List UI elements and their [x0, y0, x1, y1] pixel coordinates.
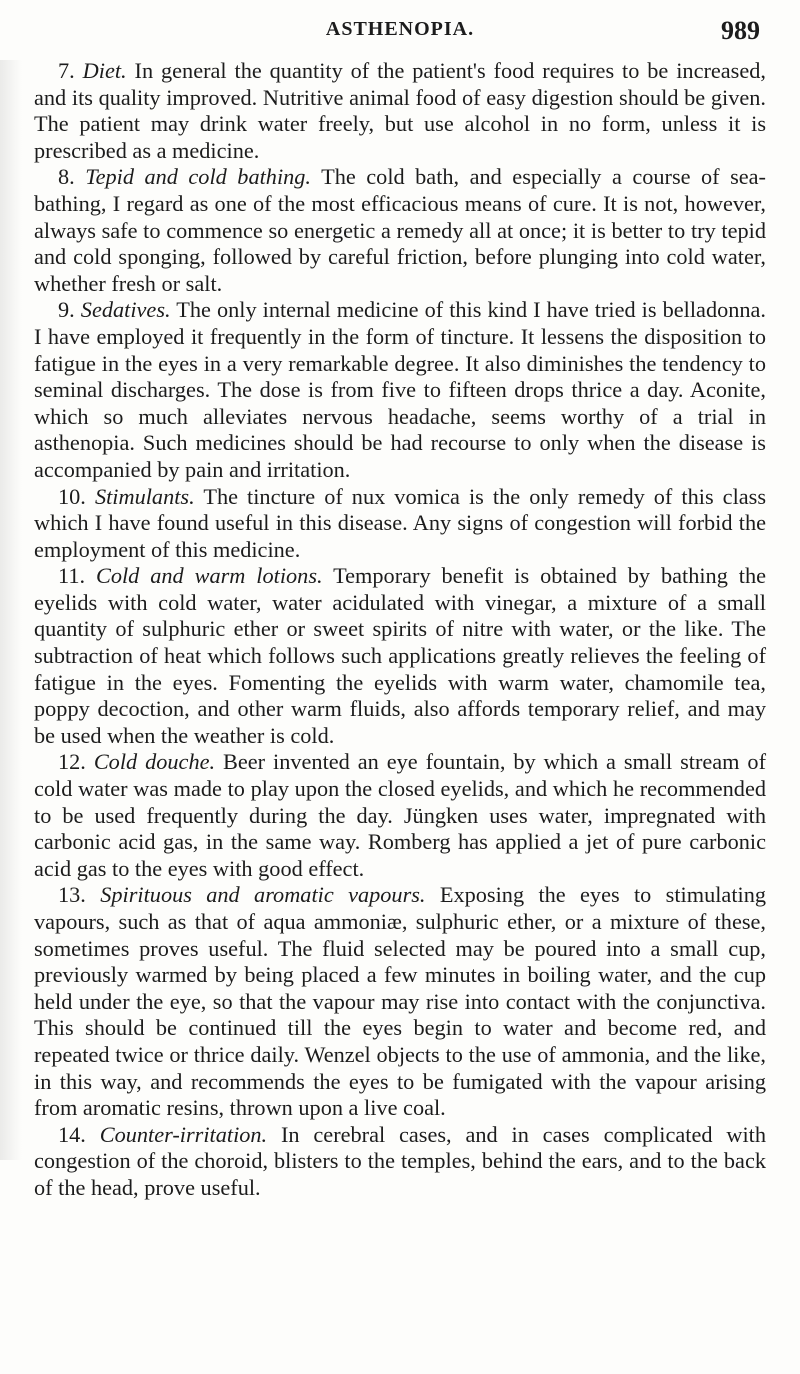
section-heading: Tepid and cold bathing. [85, 164, 312, 190]
binding-shadow [0, 60, 22, 1160]
section-cold-warm-lotions [34, 563, 766, 749]
section-heading: Sedatives. [80, 297, 171, 323]
section-number: 10. [58, 483, 86, 509]
text-body [34, 58, 766, 1202]
page-number: 989 [721, 16, 760, 45]
section-heading: Diet. [82, 58, 127, 83]
section-number: 7. [58, 58, 75, 83]
section-number: 13. [58, 882, 86, 908]
section-number: 11. [58, 563, 86, 589]
section-spirituous-vapours [34, 882, 766, 1121]
section-text: In cerebral cases, and in cases complicated with congestion of the choroid, blisters to the temples, behind the ears, and to the back of the head, prove useful. [34, 1121, 766, 1200]
section-text: In general the quantity of the patient's food requires to be increased, and its quality improved. Nutritive animal food of easy digestion should be given. The patient may drink water freely, but use alcohol in no form, unless it is prescribed as a medicine. [34, 58, 766, 163]
running-title: ASTHENOPIA. [325, 18, 475, 40]
section-text: Exposing the eyes to stimulating vapours, such as that of aqua ammoniæ, sulphuric ether, or a mixture of these, sometimes proves useful. The fluid selected may be poured into a small cup, previously warmed by being placed a few minutes in boiling water, and the cup held under the eye, so that the vapour may rise into contact with the conjunctiva. This should be continued till the eyes begin to water and become red, and repeated twice or thrice daily. Wenzel objects to the use of ammonia, and the like, in this way, and recommends the eyes to be fumigated with the vapour arising from aromatic resins, thrown upon a live coal. [34, 882, 767, 1121]
section-counter-irritation [34, 1122, 766, 1202]
section-sedatives [34, 297, 766, 483]
section-heading: Cold douche. [93, 749, 216, 775]
section-text: The cold bath, and especially a course of sea-bathing, I regard as one of the most efficacious means of cure. It is not, however, always safe to commence so energetic a remedy all at once; it is better to try tepid and cold sponging, followed by careful friction, before plunging into cold water, whether fresh or salt. [34, 164, 766, 296]
section-heading: Counter-irritation. [99, 1121, 268, 1147]
section-number: 9. [58, 297, 75, 323]
section-text: The tincture of nux vomica is the only remedy of this class which I have found useful in this disease. Any signs of congestion will forbid the employment of this medicine. [34, 483, 767, 562]
section-text: The only internal medicine of this kind I have tried is belladonna. I have employed it frequently in the form of tincture. It lessens the disposition to fatigue in the eyes in a very remarkable degree. It also diminishes the tendency to seminal discharges. The dose is from five to fifteen drops thrice a day. Aconite, which so much alleviates nervous headache, seems worthy of a trial in asthenopia. Such medicines should be had recourse to only when the disease is accompanied by pain and irritation. [34, 297, 767, 482]
section-heading: Spirituous and aromatic vapours. [100, 882, 426, 908]
running-head [0, 16, 800, 46]
section-text: Beer invented an eye fountain, by which a small stream of cold water was made to play upon the closed eyelids, and which he recommended to be used frequently during the day. Jüngken uses water, impregnated with carbonic acid gas, in the same way. Romberg has applied a jet of pure carbonic acid gas to the eyes with good effect. [34, 749, 767, 881]
section-number: 12. [58, 749, 86, 775]
section-heading: Stimulants. [94, 483, 195, 509]
section-number: 8. [58, 164, 75, 190]
section-number: 14. [58, 1121, 86, 1147]
section-tepid-cold-bathing [34, 164, 766, 297]
section-heading: Cold and warm lotions. [95, 563, 323, 589]
section-diet [34, 58, 766, 164]
section-cold-douche [34, 749, 766, 882]
section-stimulants [34, 484, 766, 564]
section-text: Temporary benefit is obtained by bathing the eyelids with cold water, water acidulated with vinegar, a mixture of a small quantity of sulphuric ether or sweet spirits of nitre with water, or the like. The subtraction of heat which follows such applications greatly relieves the feeling of fatigue in the eyes. Fomenting the eyelids with warm water, chamomile tea, poppy decoction, and other warm fluids, also affords temporary relief, and may be used when the weather is cold. [34, 563, 766, 748]
